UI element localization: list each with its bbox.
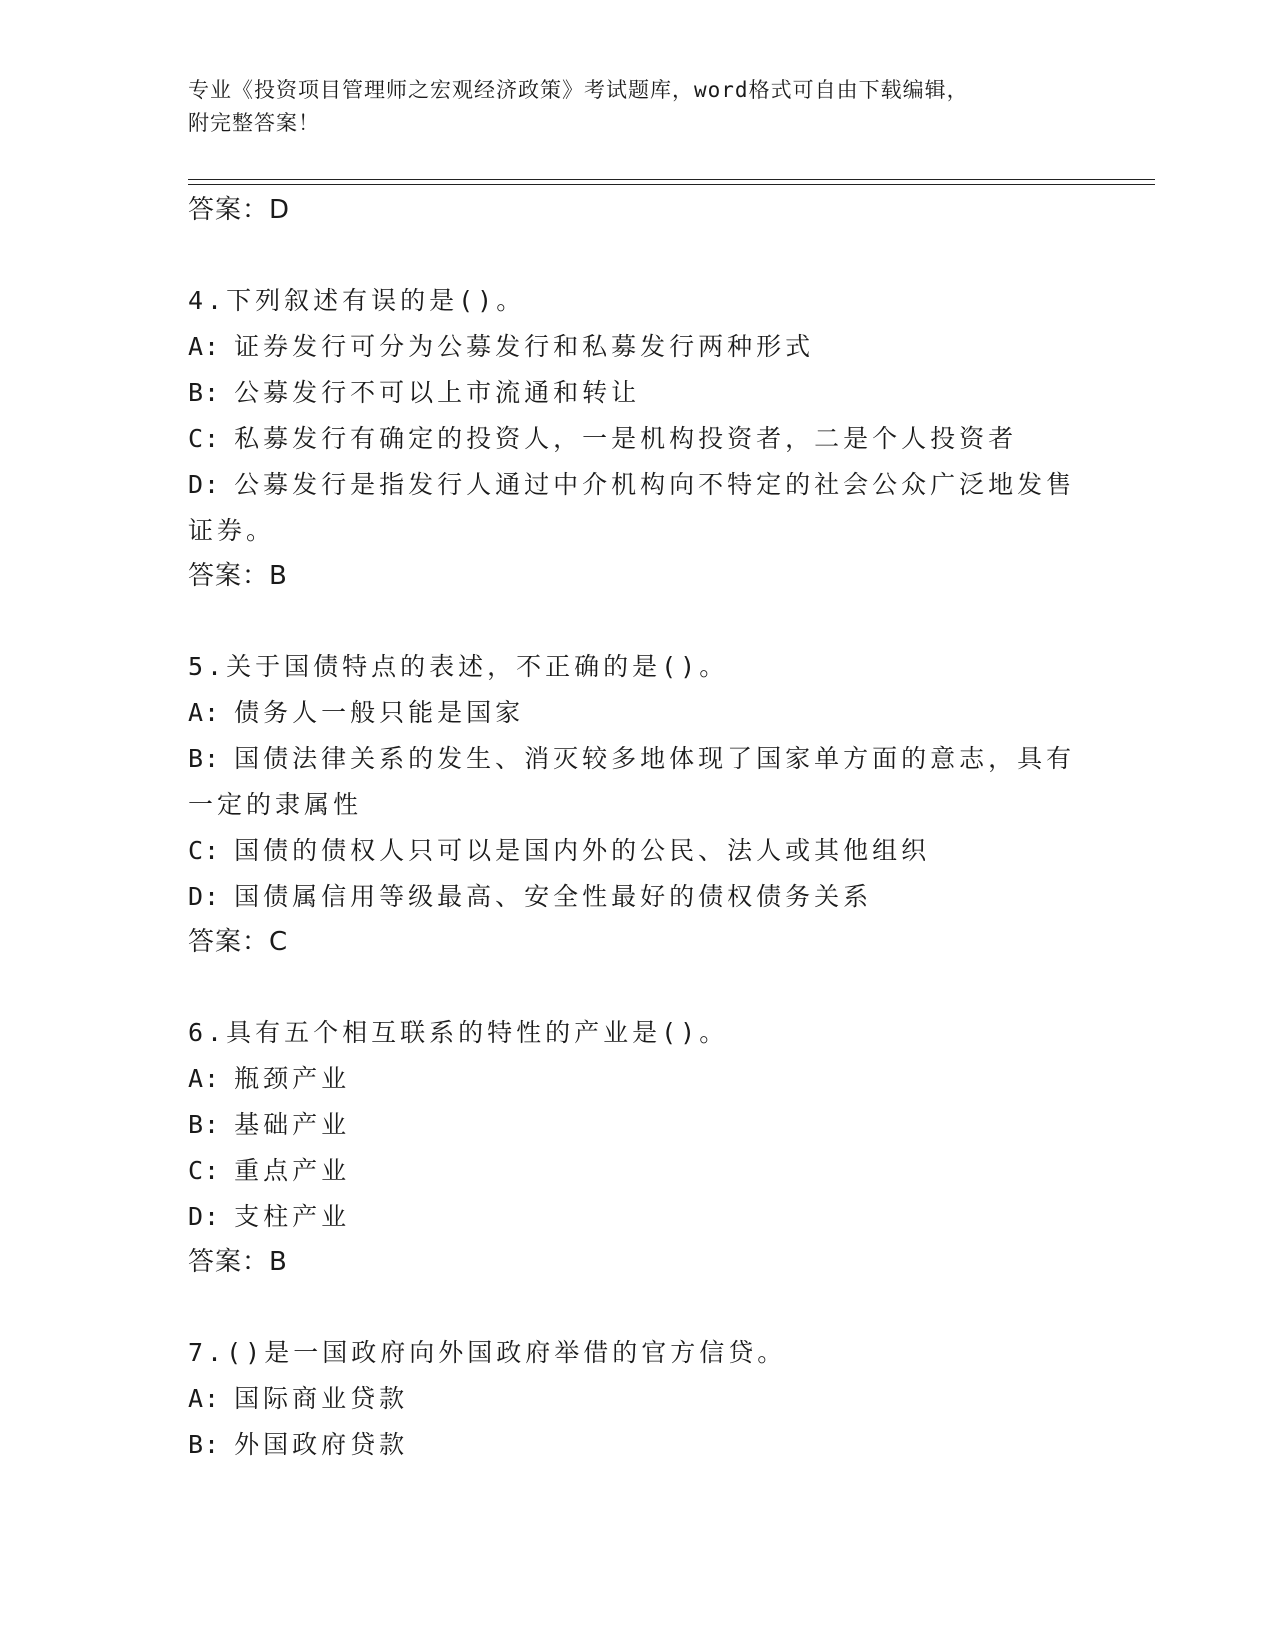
question-stem: 7.()是一国政府向外国政府举借的官方信贷。 bbox=[188, 1338, 787, 1367]
question-list bbox=[188, 188, 1088, 1468]
option-d bbox=[188, 874, 1088, 920]
question-stem: 5.关于国债特点的表述，不正确的是()。 bbox=[188, 652, 729, 681]
question-6 bbox=[188, 1010, 1088, 1330]
option-text: 国际商业贷款 bbox=[234, 1384, 409, 1413]
option-text: 外国政府贷款 bbox=[234, 1430, 409, 1459]
option-label: A: bbox=[188, 1064, 221, 1093]
option-label: B: bbox=[188, 1110, 221, 1139]
option-b-continuation: 一定的隶属性 bbox=[188, 790, 363, 819]
option-b bbox=[188, 370, 1088, 416]
option-label: C: bbox=[188, 836, 221, 865]
option-text: 基础产业 bbox=[234, 1110, 351, 1139]
header-rule-bottom bbox=[188, 184, 1155, 185]
option-a bbox=[188, 1056, 1088, 1102]
option-text: 瓶颈产业 bbox=[234, 1064, 351, 1093]
option-text: 证券发行可分为公募发行和私募发行两种形式 bbox=[234, 332, 815, 361]
option-a bbox=[188, 690, 1088, 736]
option-text: 公募发行不可以上市流通和转让 bbox=[234, 378, 641, 407]
option-text: 国债的债权人只可以是国内外的公民、法人或其他组织 bbox=[234, 836, 931, 865]
option-d-continuation: 证券。 bbox=[188, 516, 276, 545]
option-label: A: bbox=[188, 1384, 221, 1413]
question-5 bbox=[188, 644, 1088, 1010]
question-stem: 6.具有五个相互联系的特性的产业是()。 bbox=[188, 1018, 729, 1047]
option-d bbox=[188, 462, 1088, 508]
spacer bbox=[188, 1284, 1088, 1330]
question-stem: 4.下列叙述有误的是()。 bbox=[188, 286, 526, 315]
question-4 bbox=[188, 278, 1088, 644]
option-label: A: bbox=[188, 332, 221, 361]
option-label: B: bbox=[188, 744, 221, 773]
answer-line: 答案：D bbox=[188, 195, 291, 225]
spacer bbox=[188, 598, 1088, 644]
option-label: D: bbox=[188, 470, 221, 499]
option-label: D: bbox=[188, 1202, 221, 1231]
answer-line: 答案：B bbox=[188, 561, 288, 591]
option-c bbox=[188, 828, 1088, 874]
spacer bbox=[188, 232, 1088, 278]
option-label: B: bbox=[188, 378, 221, 407]
option-label: C: bbox=[188, 1156, 221, 1185]
option-label: D: bbox=[188, 882, 221, 911]
answer-line: 答案：B bbox=[188, 1247, 288, 1277]
option-text: 重点产业 bbox=[234, 1156, 351, 1185]
option-label: B: bbox=[188, 1430, 221, 1459]
header-line-1: 专业《投资项目管理师之宏观经济政策》考试题库，word格式可自由下载编辑， bbox=[188, 78, 969, 102]
option-a bbox=[188, 1376, 1088, 1422]
option-text: 支柱产业 bbox=[234, 1202, 351, 1231]
option-b bbox=[188, 1422, 1088, 1468]
option-text: 私募发行有确定的投资人，一是机构投资者，二是个人投资者 bbox=[234, 424, 1018, 453]
option-text: 公募发行是指发行人通过中介机构向不特定的社会公众广泛地发售 bbox=[234, 470, 1076, 499]
option-label: A: bbox=[188, 698, 221, 727]
option-c bbox=[188, 1148, 1088, 1194]
spacer bbox=[188, 964, 1088, 1010]
answer-line: 答案：C bbox=[188, 927, 289, 957]
option-a bbox=[188, 324, 1088, 370]
option-text: 国债法律关系的发生、消灭较多地体现了国家单方面的意志，具有 bbox=[234, 744, 1076, 773]
option-text: 国债属信用等级最高、安全性最好的债权债务关系 bbox=[234, 882, 873, 911]
option-d bbox=[188, 1194, 1088, 1240]
option-b bbox=[188, 736, 1088, 782]
document-header bbox=[188, 74, 1068, 140]
option-c bbox=[188, 416, 1088, 462]
option-b bbox=[188, 1102, 1088, 1148]
question-7 bbox=[188, 1330, 1088, 1468]
option-label: C: bbox=[188, 424, 221, 453]
header-rule-top bbox=[188, 179, 1155, 180]
header-line-2: 附完整答案！ bbox=[188, 111, 320, 135]
option-text: 债务人一般只能是国家 bbox=[234, 698, 525, 727]
